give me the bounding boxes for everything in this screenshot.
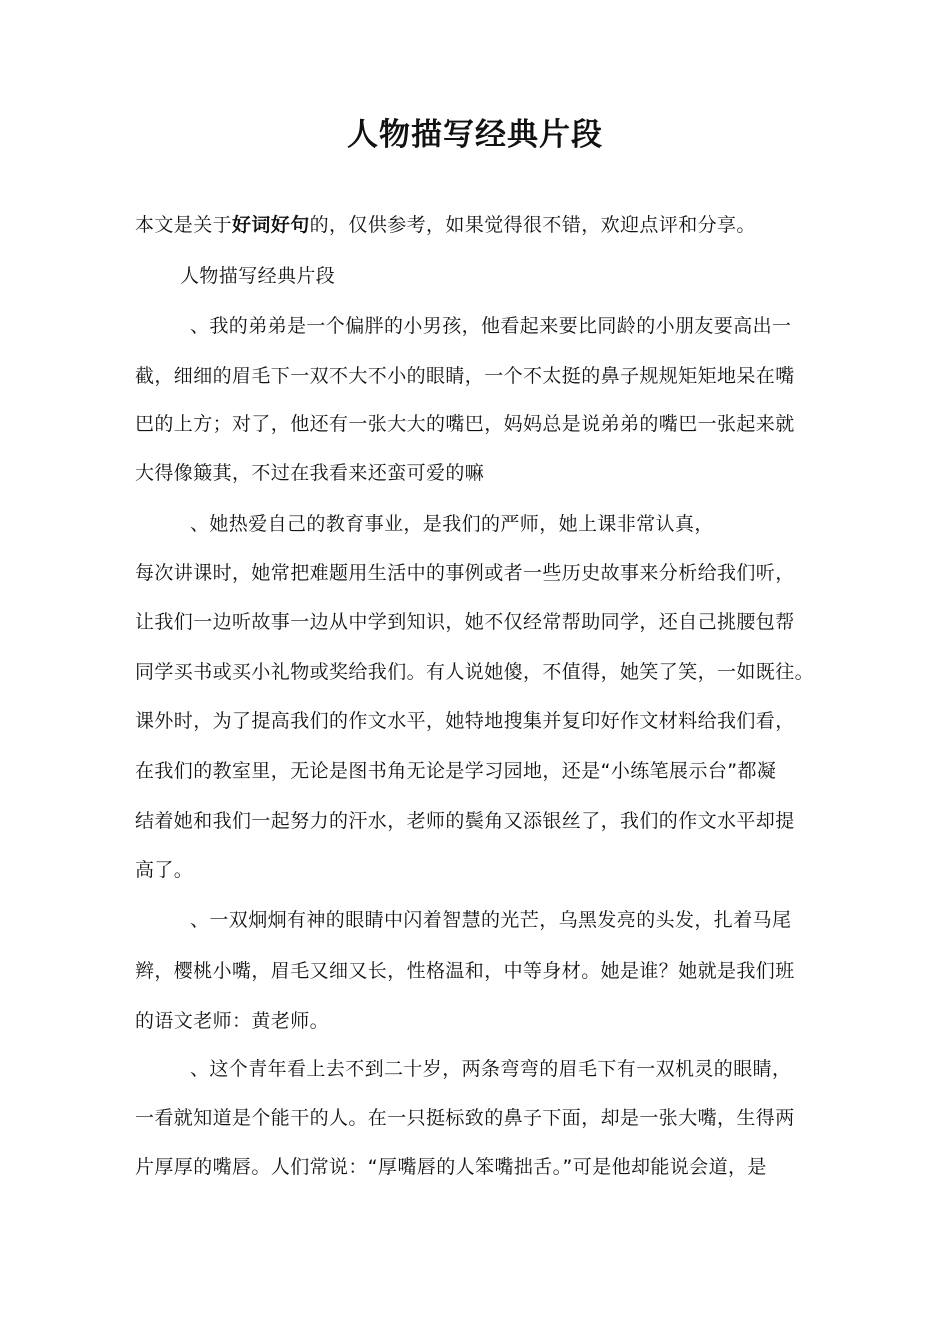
paragraph-4-line-3: 片厚厚的嘴唇。人们常说：“厚嘴唇的人笨嘴拙舌。”可是他却能说会道，是 bbox=[135, 1156, 767, 1178]
paragraph-1-line-3: 巴的上方；对了，他还有一张大大的嘴巴，妈妈总是说弟弟的嘴巴一张起来就 bbox=[135, 413, 795, 435]
intro-text-before: 本文是关于 bbox=[135, 214, 233, 236]
paragraph-2-line-4: 同学买书或买小礼物或奖给我们。有人说她傻，不值得，她笑了笑，一如既往。 bbox=[135, 661, 815, 683]
paragraph-1-line-2: 截，细细的眉毛下一双不大不小的眼睛，一个不太挺的鼻子规规矩矩地呆在嘴 bbox=[135, 365, 795, 387]
intro-text-after: 的，仅供参考，如果觉得很不错，欢迎点评和分享。 bbox=[309, 214, 756, 236]
intro-keyword: 好词好句 bbox=[232, 214, 310, 236]
paragraph-4-line-1: 、这个青年看上去不到二十岁，两条弯弯的眉毛下有一双机灵的眼睛， bbox=[190, 1058, 792, 1080]
paragraph-2-line-8: 高了。 bbox=[135, 859, 194, 881]
document-title: 人物描写经典片段 bbox=[347, 117, 603, 153]
paragraph-4-line-2: 一看就知道是个能干的人。在一只挺标致的鼻子下面，却是一张大嘴，生得两 bbox=[135, 1107, 795, 1129]
paragraph-1-line-4: 大得像簸萁，不过在我看来还蛮可爱的嘛 bbox=[135, 462, 485, 484]
paragraph-3-line-2: 辫，樱桃小嘴，眉毛又细又长，性格温和，中等身材。她是谁？她就是我们班 bbox=[135, 960, 795, 982]
paragraph-2-line-5: 课外时，为了提高我们的作文水平，她特地搜集并复印好作文材料给我们看， bbox=[135, 710, 795, 732]
paragraph-2-line-6: 在我们的教室里，无论是图书角无论是学习园地，还是“小练笔展示台”都凝 bbox=[135, 760, 777, 782]
section-subtitle: 人物描写经典片段 bbox=[180, 265, 336, 287]
intro-line bbox=[135, 212, 756, 238]
paragraph-3-line-3: 的语文老师：黄老师。 bbox=[135, 1010, 330, 1032]
paragraph-2-line-2: 每次讲课时，她常把难题用生活中的事例或者一些历史故事来分析给我们听， bbox=[135, 562, 795, 584]
paragraph-2-line-1: 、她热爱自己的教育事业，是我们的严师，她上课非常认真， bbox=[190, 513, 714, 535]
paragraph-2-line-3: 让我们一边听故事一边从中学到知识，她不仅经常帮助同学，还自己挑腰包帮 bbox=[135, 611, 795, 633]
paragraph-3-line-1: 、一双炯炯有神的眼睛中闪着智慧的光芒，乌黑发亮的头发，扎着马尾 bbox=[190, 909, 792, 931]
paragraph-1-line-1: 、我的弟弟是一个偏胖的小男孩，他看起来要比同龄的小朋友要高出一 bbox=[190, 315, 792, 337]
paragraph-2-line-7: 结着她和我们一起努力的汗水，老师的鬓角又添银丝了，我们的作文水平却提 bbox=[135, 810, 795, 832]
